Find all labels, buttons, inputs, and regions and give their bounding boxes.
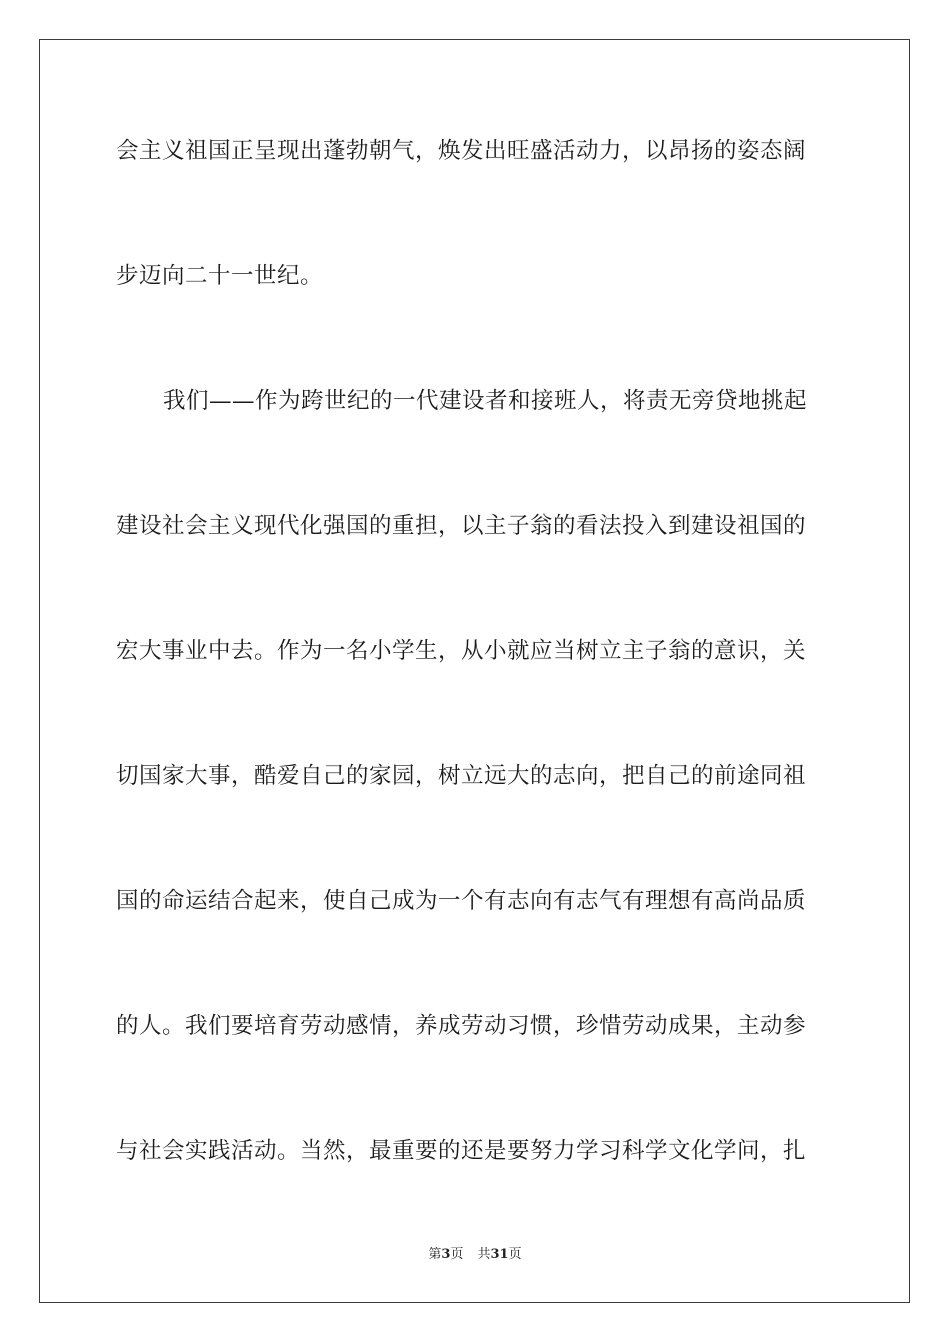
page-prefix: 第 bbox=[428, 1247, 442, 1262]
text-line-6: 切国家大事，酷爱自己的家园，树立远大的志向，把自己的前途同祖 bbox=[116, 763, 807, 789]
text-line-5: 宏大事业中去。作为一名小学生，从小就应当树立主子翁的意识，关 bbox=[116, 638, 807, 664]
text-line-1: 会主义祖国正呈现出蓬勃朝气，焕发出旺盛活动力，以昂扬的姿态阔 bbox=[116, 138, 807, 164]
page-footer bbox=[0, 1246, 950, 1264]
total-suffix: 页 bbox=[508, 1247, 522, 1262]
text-line-7: 国的命运结合起来，使自己成为一个有志向有志气有理想有高尚品质 bbox=[116, 888, 807, 914]
text-line-4: 建设社会主义现代化强国的重担，以主子翁的看法投入到建设祖国的 bbox=[116, 513, 807, 539]
text-line-2: 步迈向二十一世纪。 bbox=[116, 263, 324, 289]
page-number: 3 bbox=[441, 1247, 451, 1262]
page-border bbox=[39, 39, 910, 1303]
total-pages: 31 bbox=[490, 1247, 509, 1262]
total-prefix: 共 bbox=[477, 1247, 491, 1262]
text-line-9: 与社会实践活动。当然，最重要的还是要努力学习科学文化学问，扎 bbox=[116, 1138, 807, 1164]
paragraph-start-line: 我们——作为跨世纪的一代建设者和接班人，将责无旁贷地挑起 bbox=[163, 388, 808, 414]
page-suffix: 页 bbox=[450, 1247, 464, 1262]
text-line-8: 的人。我们要培育劳动感情，养成劳动习惯，珍惜劳动成果，主动参 bbox=[116, 1013, 807, 1039]
